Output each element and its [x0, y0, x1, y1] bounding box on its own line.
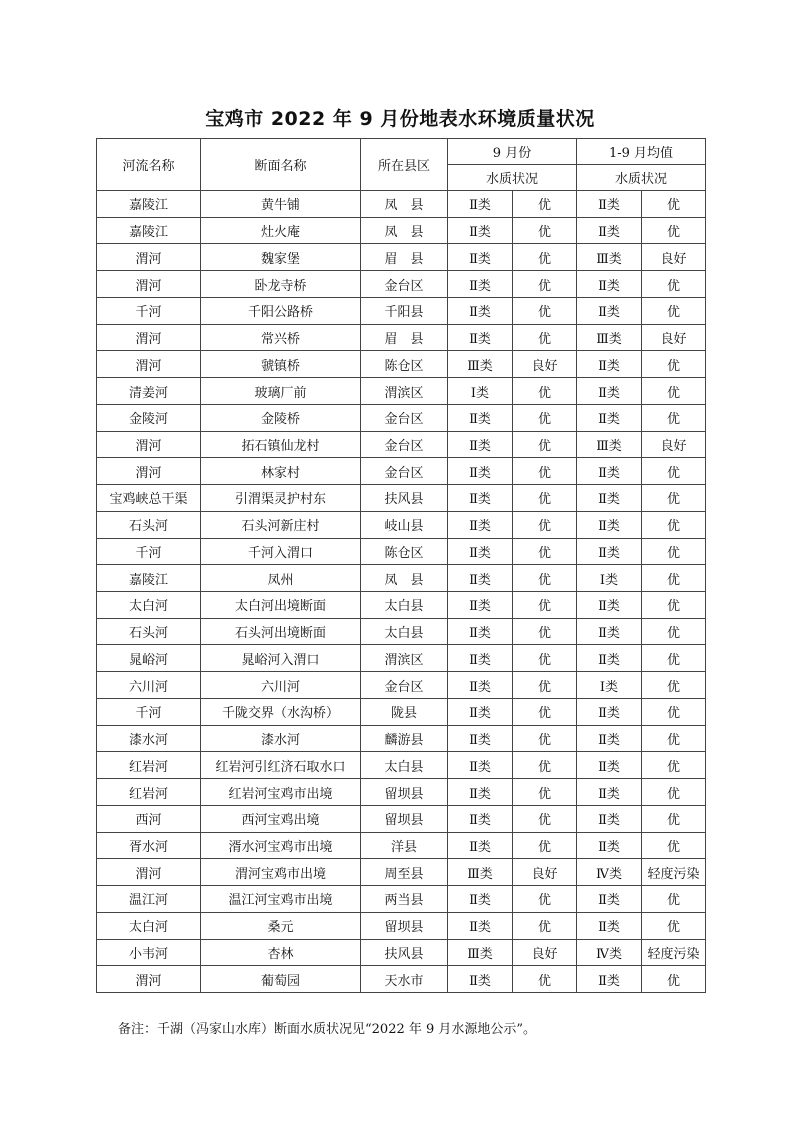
- table-body: [97, 191, 706, 993]
- table-row: [97, 752, 706, 779]
- cell-sep-class: Ⅱ类: [448, 538, 513, 565]
- water-quality-table: [96, 138, 706, 993]
- cell-avg-class: Ⅱ类: [577, 698, 642, 725]
- cell-sep-level: 优: [513, 752, 577, 779]
- cell-sep-class: Ⅱ类: [448, 404, 513, 431]
- cell-county: 岐山县: [361, 511, 448, 538]
- cell-county: 渭滨区: [361, 645, 448, 672]
- cell-avg-level: 优: [642, 779, 706, 806]
- cell-avg-level: 优: [642, 404, 706, 431]
- cell-avg-class: Ⅱ类: [577, 191, 642, 218]
- cell-river-name: 温江河: [97, 886, 201, 913]
- cell-avg-class: Ⅳ类: [577, 859, 642, 886]
- table-row: [97, 511, 706, 538]
- cell-avg-level: 优: [642, 191, 706, 218]
- cell-avg-class: Ⅱ类: [577, 886, 642, 913]
- cell-river-name: 石头河: [97, 511, 201, 538]
- cell-sep-class: Ⅱ类: [448, 966, 513, 993]
- cell-avg-class: Ⅱ类: [577, 752, 642, 779]
- cell-avg-level: 优: [642, 538, 706, 565]
- cell-section-name: 六川河: [201, 672, 361, 699]
- cell-section-name: 引渭渠灵护村东: [201, 485, 361, 512]
- cell-sep-class: Ⅱ类: [448, 191, 513, 218]
- cell-sep-class: Ⅲ类: [448, 351, 513, 378]
- cell-section-name: 温江河宝鸡市出境: [201, 886, 361, 913]
- cell-sep-class: Ⅱ类: [448, 324, 513, 351]
- cell-county: 扶风县: [361, 939, 448, 966]
- cell-avg-class: Ⅱ类: [577, 351, 642, 378]
- cell-county: 留坝县: [361, 779, 448, 806]
- cell-avg-class: Ⅱ类: [577, 966, 642, 993]
- cell-section-name: 红岩河宝鸡市出境: [201, 779, 361, 806]
- cell-sep-level: 良好: [513, 351, 577, 378]
- cell-sep-level: 优: [513, 912, 577, 939]
- cell-sep-level: 优: [513, 404, 577, 431]
- cell-sep-class: Ⅱ类: [448, 217, 513, 244]
- cell-avg-level: 轻度污染: [642, 859, 706, 886]
- table-row: [97, 538, 706, 565]
- cell-avg-class: Ⅱ类: [577, 725, 642, 752]
- cell-avg-level: 优: [642, 592, 706, 619]
- cell-avg-level: 优: [642, 485, 706, 512]
- cell-section-name: 桑元: [201, 912, 361, 939]
- cell-avg-class: Ⅱ类: [577, 538, 642, 565]
- table-row: [97, 939, 706, 966]
- cell-section-name: 凤州: [201, 565, 361, 592]
- cell-county: 陈仓区: [361, 351, 448, 378]
- table-row: [97, 378, 706, 405]
- cell-avg-level: 优: [642, 217, 706, 244]
- cell-county: 眉 县: [361, 324, 448, 351]
- cell-avg-level: 优: [642, 618, 706, 645]
- cell-river-name: 红岩河: [97, 779, 201, 806]
- table-row: [97, 324, 706, 351]
- cell-section-name: 虢镇桥: [201, 351, 361, 378]
- cell-sep-level: 优: [513, 565, 577, 592]
- cell-section-name: 黄牛铺: [201, 191, 361, 218]
- header-average-status: 水质状况: [577, 165, 706, 191]
- cell-river-name: 六川河: [97, 672, 201, 699]
- cell-county: 眉 县: [361, 244, 448, 271]
- cell-county: 金台区: [361, 458, 448, 485]
- cell-avg-level: 优: [642, 832, 706, 859]
- cell-avg-class: Ⅱ类: [577, 485, 642, 512]
- header-county: 所在县区: [361, 139, 448, 191]
- cell-avg-class: Ⅱ类: [577, 511, 642, 538]
- cell-county: 留坝县: [361, 805, 448, 832]
- cell-section-name: 湑水河宝鸡市出境: [201, 832, 361, 859]
- cell-avg-class: Ⅱ类: [577, 592, 642, 619]
- cell-avg-level: 优: [642, 458, 706, 485]
- cell-sep-level: 优: [513, 458, 577, 485]
- cell-river-name: 渭河: [97, 271, 201, 298]
- header-september-status: 水质状况: [448, 165, 577, 191]
- header-river-name: 河流名称: [97, 139, 201, 191]
- cell-sep-level: 优: [513, 672, 577, 699]
- cell-river-name: 渭河: [97, 244, 201, 271]
- cell-county: 两当县: [361, 886, 448, 913]
- cell-river-name: 西河: [97, 805, 201, 832]
- cell-avg-class: Ⅱ类: [577, 645, 642, 672]
- cell-county: 凤 县: [361, 565, 448, 592]
- cell-section-name: 葡萄园: [201, 966, 361, 993]
- cell-sep-level: 优: [513, 725, 577, 752]
- cell-section-name: 红岩河引红济石取水口: [201, 752, 361, 779]
- cell-county: 金台区: [361, 271, 448, 298]
- cell-sep-class: Ⅲ类: [448, 859, 513, 886]
- cell-county: 陈仓区: [361, 538, 448, 565]
- cell-sep-level: 优: [513, 485, 577, 512]
- cell-county: 凤 县: [361, 191, 448, 218]
- cell-section-name: 灶火庵: [201, 217, 361, 244]
- table-row: [97, 672, 706, 699]
- cell-county: 太白县: [361, 592, 448, 619]
- cell-avg-level: 优: [642, 752, 706, 779]
- cell-sep-level: 优: [513, 297, 577, 324]
- table-row: [97, 351, 706, 378]
- cell-river-name: 清姜河: [97, 378, 201, 405]
- table-row: [97, 832, 706, 859]
- cell-sep-level: 优: [513, 886, 577, 913]
- cell-sep-level: 优: [513, 779, 577, 806]
- cell-avg-level: 优: [642, 966, 706, 993]
- cell-river-name: 渭河: [97, 351, 201, 378]
- cell-avg-level: 优: [642, 378, 706, 405]
- cell-avg-level: 优: [642, 912, 706, 939]
- cell-county: 金台区: [361, 672, 448, 699]
- cell-river-name: 渭河: [97, 859, 201, 886]
- cell-sep-level: 优: [513, 645, 577, 672]
- cell-county: 金台区: [361, 431, 448, 458]
- cell-sep-class: Ⅱ类: [448, 618, 513, 645]
- cell-river-name: 千河: [97, 538, 201, 565]
- cell-sep-level: 优: [513, 538, 577, 565]
- cell-section-name: 金陵桥: [201, 404, 361, 431]
- table-row: [97, 485, 706, 512]
- cell-sep-level: 优: [513, 191, 577, 218]
- cell-sep-level: 优: [513, 618, 577, 645]
- cell-sep-level: 优: [513, 592, 577, 619]
- cell-section-name: 千河入渭口: [201, 538, 361, 565]
- cell-sep-class: Ⅱ类: [448, 244, 513, 271]
- cell-river-name: 渭河: [97, 324, 201, 351]
- table-row: [97, 912, 706, 939]
- cell-avg-class: Ⅱ类: [577, 779, 642, 806]
- cell-section-name: 漆水河: [201, 725, 361, 752]
- table-row: [97, 886, 706, 913]
- cell-river-name: 嘉陵江: [97, 191, 201, 218]
- cell-river-name: 小韦河: [97, 939, 201, 966]
- cell-section-name: 常兴桥: [201, 324, 361, 351]
- cell-sep-class: Ⅰ类: [448, 378, 513, 405]
- cell-river-name: 漆水河: [97, 725, 201, 752]
- cell-avg-class: Ⅱ类: [577, 271, 642, 298]
- cell-county: 麟游县: [361, 725, 448, 752]
- cell-sep-level: 优: [513, 378, 577, 405]
- footnote: 备注：千湖（冯家山水库）断面水质状况见“2022 年 9 月水源地公示”。: [118, 1022, 537, 1037]
- table-row: [97, 244, 706, 271]
- cell-avg-class: Ⅳ类: [577, 939, 642, 966]
- cell-county: 太白县: [361, 618, 448, 645]
- cell-sep-class: Ⅱ类: [448, 805, 513, 832]
- table-row: [97, 966, 706, 993]
- cell-section-name: 卧龙寺桥: [201, 271, 361, 298]
- cell-avg-level: 良好: [642, 431, 706, 458]
- cell-section-name: 太白河出境断面: [201, 592, 361, 619]
- cell-sep-level: 优: [513, 698, 577, 725]
- table-row: [97, 217, 706, 244]
- cell-sep-class: Ⅱ类: [448, 485, 513, 512]
- cell-avg-class: Ⅱ类: [577, 404, 642, 431]
- cell-sep-class: Ⅱ类: [448, 698, 513, 725]
- cell-county: 陇县: [361, 698, 448, 725]
- cell-avg-level: 轻度污染: [642, 939, 706, 966]
- cell-avg-class: Ⅱ类: [577, 912, 642, 939]
- cell-river-name: 太白河: [97, 912, 201, 939]
- table-row: [97, 404, 706, 431]
- cell-avg-class: Ⅱ类: [577, 458, 642, 485]
- cell-river-name: 红岩河: [97, 752, 201, 779]
- table-row: [97, 645, 706, 672]
- cell-avg-level: 优: [642, 565, 706, 592]
- cell-section-name: 晁峪河入渭口: [201, 645, 361, 672]
- cell-county: 金台区: [361, 404, 448, 431]
- cell-county: 周至县: [361, 859, 448, 886]
- cell-county: 扶风县: [361, 485, 448, 512]
- cell-avg-level: 优: [642, 698, 706, 725]
- cell-sep-class: Ⅱ类: [448, 511, 513, 538]
- table-row: [97, 592, 706, 619]
- cell-avg-level: 优: [642, 805, 706, 832]
- cell-river-name: 嘉陵江: [97, 217, 201, 244]
- cell-river-name: 石头河: [97, 618, 201, 645]
- cell-section-name: 渭河宝鸡市出境: [201, 859, 361, 886]
- cell-section-name: 玻璃厂前: [201, 378, 361, 405]
- header-section-name: 断面名称: [201, 139, 361, 191]
- cell-county: 太白县: [361, 752, 448, 779]
- cell-river-name: 晁峪河: [97, 645, 201, 672]
- cell-avg-level: 优: [642, 886, 706, 913]
- table-row: [97, 191, 706, 218]
- cell-sep-level: 优: [513, 431, 577, 458]
- cell-sep-class: Ⅱ类: [448, 565, 513, 592]
- cell-river-name: 渭河: [97, 431, 201, 458]
- cell-river-name: 千河: [97, 297, 201, 324]
- table-row: [97, 297, 706, 324]
- header-jan-sep-average: 1-9 月均值: [577, 139, 706, 165]
- cell-avg-class: Ⅱ类: [577, 805, 642, 832]
- table-row: [97, 458, 706, 485]
- cell-avg-level: 优: [642, 725, 706, 752]
- cell-section-name: 石头河新庄村: [201, 511, 361, 538]
- table-row: [97, 271, 706, 298]
- cell-sep-level: 优: [513, 511, 577, 538]
- cell-avg-class: Ⅰ类: [577, 672, 642, 699]
- cell-avg-class: Ⅱ类: [577, 832, 642, 859]
- cell-county: 渭滨区: [361, 378, 448, 405]
- cell-avg-class: Ⅰ类: [577, 565, 642, 592]
- cell-section-name: 魏家堡: [201, 244, 361, 271]
- table-row: [97, 805, 706, 832]
- cell-county: 留坝县: [361, 912, 448, 939]
- cell-sep-level: 优: [513, 324, 577, 351]
- cell-section-name: 千陇交界（水沟桥）: [201, 698, 361, 725]
- cell-avg-level: 优: [642, 351, 706, 378]
- cell-county: 千阳县: [361, 297, 448, 324]
- cell-river-name: 渭河: [97, 966, 201, 993]
- cell-river-name: 渭河: [97, 458, 201, 485]
- table-row: [97, 618, 706, 645]
- cell-river-name: 金陵河: [97, 404, 201, 431]
- cell-sep-level: 优: [513, 217, 577, 244]
- cell-sep-class: Ⅱ类: [448, 779, 513, 806]
- cell-avg-level: 优: [642, 645, 706, 672]
- cell-sep-level: 优: [513, 271, 577, 298]
- table-row: [97, 431, 706, 458]
- cell-avg-class: Ⅲ类: [577, 244, 642, 271]
- cell-section-name: 石头河出境断面: [201, 618, 361, 645]
- cell-sep-class: Ⅱ类: [448, 752, 513, 779]
- cell-avg-level: 优: [642, 297, 706, 324]
- cell-river-name: 宝鸡峡总干渠: [97, 485, 201, 512]
- cell-avg-class: Ⅲ类: [577, 431, 642, 458]
- table-row: [97, 565, 706, 592]
- page-title: 宝鸡市 2022 年 9 月份地表水环境质量状况: [205, 108, 595, 130]
- cell-section-name: 林家村: [201, 458, 361, 485]
- cell-avg-class: Ⅱ类: [577, 378, 642, 405]
- cell-section-name: 千阳公路桥: [201, 297, 361, 324]
- cell-sep-class: Ⅱ类: [448, 645, 513, 672]
- cell-sep-class: Ⅱ类: [448, 725, 513, 752]
- cell-river-name: 千河: [97, 698, 201, 725]
- cell-avg-level: 优: [642, 511, 706, 538]
- cell-avg-level: 良好: [642, 324, 706, 351]
- cell-sep-class: Ⅱ类: [448, 886, 513, 913]
- cell-sep-class: Ⅱ类: [448, 592, 513, 619]
- cell-sep-class: Ⅱ类: [448, 271, 513, 298]
- cell-section-name: 拓石镇仙龙村: [201, 431, 361, 458]
- cell-sep-class: Ⅱ类: [448, 458, 513, 485]
- cell-avg-level: 良好: [642, 244, 706, 271]
- cell-avg-class: Ⅱ类: [577, 217, 642, 244]
- cell-county: 洋县: [361, 832, 448, 859]
- table-row: [97, 779, 706, 806]
- cell-sep-class: Ⅱ类: [448, 912, 513, 939]
- cell-sep-level: 优: [513, 805, 577, 832]
- table-row: [97, 698, 706, 725]
- cell-sep-class: Ⅱ类: [448, 672, 513, 699]
- cell-river-name: 嘉陵江: [97, 565, 201, 592]
- table-row: [97, 725, 706, 752]
- header-september: 9 月份: [448, 139, 577, 165]
- cell-sep-class: Ⅲ类: [448, 939, 513, 966]
- cell-avg-level: 优: [642, 271, 706, 298]
- cell-section-name: 杏林: [201, 939, 361, 966]
- cell-river-name: 胥水河: [97, 832, 201, 859]
- cell-county: 天水市: [361, 966, 448, 993]
- cell-sep-level: 优: [513, 966, 577, 993]
- cell-river-name: 太白河: [97, 592, 201, 619]
- cell-sep-level: 良好: [513, 939, 577, 966]
- cell-sep-level: 优: [513, 244, 577, 271]
- cell-sep-class: Ⅱ类: [448, 832, 513, 859]
- cell-sep-class: Ⅱ类: [448, 431, 513, 458]
- cell-county: 凤 县: [361, 217, 448, 244]
- cell-avg-class: Ⅱ类: [577, 618, 642, 645]
- cell-avg-class: Ⅱ类: [577, 297, 642, 324]
- cell-sep-level: 良好: [513, 859, 577, 886]
- table-row: [97, 859, 706, 886]
- cell-avg-level: 优: [642, 672, 706, 699]
- cell-section-name: 西河宝鸡出境: [201, 805, 361, 832]
- cell-sep-class: Ⅱ类: [448, 297, 513, 324]
- cell-avg-class: Ⅲ类: [577, 324, 642, 351]
- cell-sep-level: 优: [513, 832, 577, 859]
